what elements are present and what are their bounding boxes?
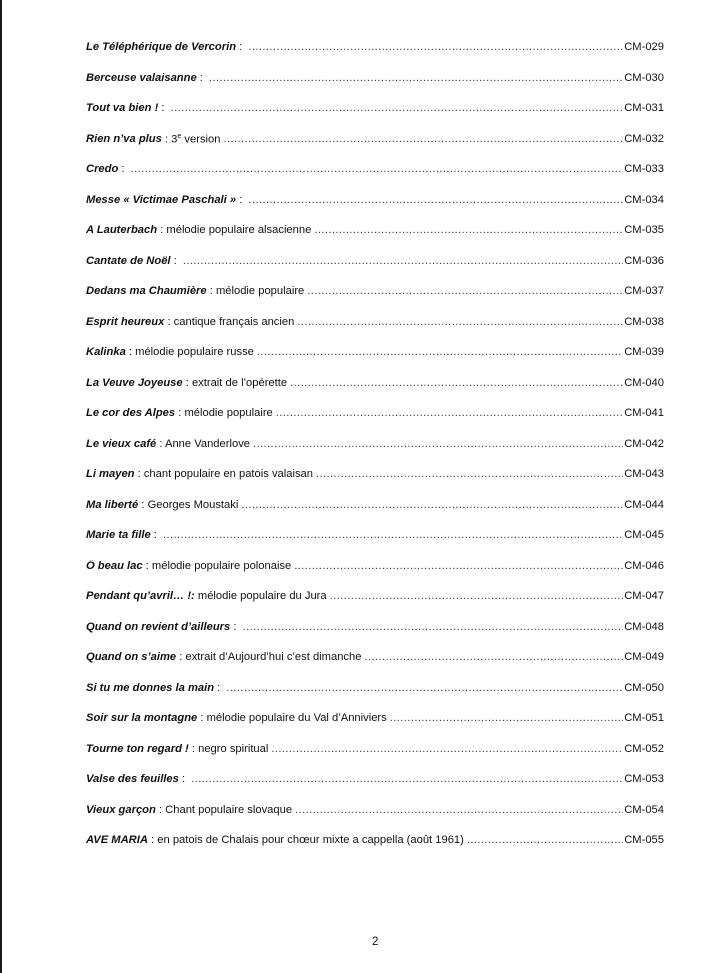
toc-entry-description-text: mélodie populaire alsacienne bbox=[166, 224, 312, 236]
toc-entry-title: Soir sur la montagne bbox=[86, 712, 198, 724]
toc-entry-code: CM-046 bbox=[624, 559, 664, 572]
toc-entry bbox=[86, 285, 664, 316]
toc-entry-title: Ma liberté bbox=[86, 498, 139, 511]
toc-entry-separator: : bbox=[196, 71, 207, 84]
toc-entry-description bbox=[135, 468, 314, 480]
toc-entry-description bbox=[158, 102, 167, 114]
toc-entry-code: CM-032 bbox=[624, 133, 664, 146]
toc-entry-title: Kalinka bbox=[86, 346, 126, 358]
toc-entry bbox=[86, 133, 664, 164]
dot-leader bbox=[271, 743, 623, 755]
toc-entry-code: CM-036 bbox=[624, 254, 664, 267]
toc-entry-description-text: mélodie populaire du Val d’Anniviers bbox=[206, 712, 387, 724]
toc-entry-title: La Veuve Joyeuse bbox=[86, 376, 183, 389]
toc-entry-description bbox=[183, 377, 287, 389]
toc-entry-description-text: Chant populaire slovaque bbox=[165, 803, 293, 816]
toc-entry-title: Berceuse valaisanne bbox=[86, 71, 197, 84]
toc-entry bbox=[86, 438, 664, 469]
toc-entry-separator: : bbox=[157, 224, 167, 236]
toc-entry-title: Tout va bien ! bbox=[86, 102, 159, 114]
toc-entry-code: CM-047 bbox=[624, 590, 664, 602]
toc-entry bbox=[86, 743, 664, 774]
toc-entry-description-text: en patois de Chalais pour chœur mixte a cappella (août 1961) bbox=[157, 834, 464, 846]
toc-entry-description bbox=[126, 346, 254, 358]
toc-entry-code: CM-044 bbox=[624, 498, 664, 511]
toc-entry-separator: : bbox=[236, 193, 246, 206]
toc-entry bbox=[86, 407, 664, 438]
toc-entry-superscript: e bbox=[177, 132, 182, 140]
toc-entry-description bbox=[156, 804, 292, 816]
toc-entry-code: CM-055 bbox=[624, 834, 664, 846]
toc-entry-description bbox=[156, 438, 250, 450]
toc-entry-separator: : bbox=[170, 254, 180, 267]
toc-entry bbox=[86, 468, 664, 499]
toc-entry-description-text: extrait de l’opérette bbox=[191, 376, 288, 389]
toc-entry-description bbox=[164, 316, 294, 328]
dot-leader bbox=[131, 163, 624, 175]
toc-entry-description-suffix: version bbox=[181, 133, 221, 146]
toc-entry-code: CM-045 bbox=[624, 529, 664, 541]
toc-entry-separator: : bbox=[178, 773, 189, 785]
toc-entry-title: Esprit heureux bbox=[86, 315, 165, 328]
toc-entry-description bbox=[197, 72, 206, 84]
toc-entry bbox=[86, 224, 664, 255]
toc-entry-title: Vieux garçon bbox=[86, 803, 156, 816]
toc-entry-title: Marie ta fille bbox=[86, 529, 151, 541]
toc-entry-description bbox=[138, 499, 238, 511]
toc-entry-description-text: 3 bbox=[171, 133, 178, 146]
toc-entry-code: CM-053 bbox=[624, 773, 664, 785]
toc-entry-code: CM-048 bbox=[624, 620, 664, 633]
toc-entry-title: AVE MARIA bbox=[86, 834, 148, 846]
toc-entry-code: CM-034 bbox=[624, 193, 664, 206]
dot-leader bbox=[307, 285, 623, 297]
dot-leader bbox=[295, 804, 623, 816]
toc-entry-title: Quand on revient d’ailleurs bbox=[86, 620, 231, 633]
toc-entry bbox=[86, 590, 664, 621]
toc-entry-code: CM-035 bbox=[624, 224, 664, 236]
toc-entry bbox=[86, 834, 664, 865]
dot-leader bbox=[290, 377, 623, 389]
toc-entry-description-text: Anne Vanderlove bbox=[165, 437, 251, 450]
dot-leader bbox=[171, 102, 624, 114]
dot-leader bbox=[224, 133, 624, 145]
dot-leader bbox=[330, 590, 624, 602]
toc-entry-description bbox=[197, 712, 386, 724]
toc-entry bbox=[86, 377, 664, 408]
toc-entry-separator: : bbox=[206, 285, 216, 297]
toc-entry-description bbox=[179, 773, 188, 785]
toc-entry-description-text: mélodie populaire polonaise bbox=[151, 559, 292, 572]
toc-entry-description-text: extrait d’Aujourd’hui c’est dimanche bbox=[185, 651, 362, 663]
toc-entry-title: Le cor des Alpes bbox=[86, 407, 176, 419]
toc-entry-title: Le vieux café bbox=[86, 437, 157, 450]
toc-entry-description bbox=[230, 621, 239, 633]
toc-entry-separator: : bbox=[158, 102, 168, 114]
toc-entry-code: CM-031 bbox=[624, 102, 664, 114]
toc-entry-code: CM-050 bbox=[624, 681, 664, 694]
dot-leader bbox=[364, 651, 623, 663]
page-number: 2 bbox=[372, 936, 379, 948]
toc-entry bbox=[86, 682, 664, 713]
toc-entry-description bbox=[236, 194, 245, 206]
dot-leader bbox=[294, 560, 623, 572]
toc-entry bbox=[86, 163, 664, 194]
toc-entry bbox=[86, 346, 664, 377]
toc-entry bbox=[86, 41, 664, 72]
toc-entry bbox=[86, 194, 664, 225]
toc-entry-code: CM-043 bbox=[624, 468, 664, 480]
toc-entry-description-text: mélodie populaire russe bbox=[135, 346, 254, 358]
toc-entry-separator: : bbox=[134, 468, 144, 480]
dot-leader bbox=[257, 346, 623, 358]
toc-entry bbox=[86, 804, 664, 835]
toc-entry-description-text: cantique français ancien bbox=[173, 315, 295, 328]
toc-entry-description bbox=[143, 560, 292, 572]
dot-leader bbox=[241, 499, 623, 511]
toc-entry-description bbox=[214, 682, 223, 694]
toc-entry-code: CM-030 bbox=[624, 71, 664, 84]
toc-entry-separator: : bbox=[182, 376, 192, 389]
toc-entry-description bbox=[151, 529, 160, 541]
dot-leader bbox=[253, 438, 623, 450]
toc-entry-separator: : bbox=[188, 742, 199, 755]
toc-entry-description bbox=[171, 255, 180, 267]
toc-entry-separator: : bbox=[161, 133, 172, 146]
toc-entry bbox=[86, 712, 664, 743]
toc-entry-title: Valse des feuilles bbox=[86, 773, 179, 785]
dot-leader bbox=[316, 468, 623, 480]
toc-entry-code: CM-039 bbox=[624, 346, 664, 358]
toc-entry-title: Cantate de Noël bbox=[86, 254, 171, 267]
toc-entry-description bbox=[175, 407, 273, 419]
toc-entry-title: Le Téléphérique de Vercorin bbox=[86, 41, 237, 53]
dot-leader bbox=[248, 194, 623, 206]
toc-entry bbox=[86, 255, 664, 286]
toc-entry-title: Credo bbox=[86, 163, 119, 175]
toc-entry-description-text: mélodie populaire bbox=[184, 407, 273, 419]
toc-entry bbox=[86, 621, 664, 652]
dot-leader bbox=[183, 255, 623, 267]
toc-entry-description bbox=[148, 834, 464, 846]
toc-entry-description bbox=[207, 285, 305, 297]
dot-leader bbox=[163, 529, 623, 541]
toc-entry-title: Quand on s’aime bbox=[86, 651, 177, 663]
dot-leader bbox=[297, 316, 623, 328]
toc-entry-separator: : bbox=[214, 681, 224, 694]
toc-entry-separator: : bbox=[150, 529, 160, 541]
toc-entry-separator: : bbox=[156, 437, 165, 450]
dot-leader bbox=[243, 621, 624, 633]
toc-entry-separator: : bbox=[138, 498, 148, 511]
toc-entry-description bbox=[195, 590, 327, 602]
toc-entry-title: Tourne ton regard ! bbox=[86, 742, 189, 755]
toc-entry-description bbox=[236, 41, 245, 53]
toc-entry bbox=[86, 102, 664, 133]
toc-entry-title: Ô beau lac bbox=[86, 559, 143, 572]
toc-entry bbox=[86, 499, 664, 530]
toc-entry-separator: : bbox=[176, 651, 186, 663]
toc-entry-title: Si tu me donnes la main bbox=[86, 681, 215, 694]
toc-entry-separator: : bbox=[236, 41, 246, 53]
toc-entry-title: Rien n’va plus bbox=[86, 133, 162, 146]
toc-entry-separator: : bbox=[147, 834, 158, 846]
toc-entry-title: Pendant qu’avril… !: bbox=[86, 590, 195, 602]
toc-entry-separator: : bbox=[164, 315, 174, 328]
toc-entry-code: CM-038 bbox=[624, 315, 664, 328]
toc-entry bbox=[86, 316, 664, 347]
dot-leader bbox=[276, 407, 623, 419]
dot-leader bbox=[314, 224, 623, 236]
toc-entry-description bbox=[118, 163, 127, 175]
toc-entry-description bbox=[162, 133, 221, 146]
toc-entry-description bbox=[157, 224, 311, 236]
toc-entry-code: CM-052 bbox=[624, 742, 664, 755]
toc-entry-code: CM-029 bbox=[624, 41, 664, 53]
dot-leader bbox=[390, 712, 623, 724]
toc-entry-separator: : bbox=[142, 559, 152, 572]
toc-entry-code: CM-033 bbox=[624, 163, 664, 175]
toc-entry-description-text: Georges Moustaki bbox=[147, 498, 239, 511]
toc-entry-code: CM-049 bbox=[624, 651, 664, 663]
toc-entry-separator: : bbox=[125, 346, 136, 358]
toc-entry-code: CM-041 bbox=[624, 407, 664, 419]
toc-entry-code: CM-040 bbox=[624, 376, 664, 389]
toc-entry-title: Li mayen bbox=[86, 468, 135, 480]
toc-entry-title: A Lauterbach bbox=[86, 224, 158, 236]
toc-entry bbox=[86, 773, 664, 804]
toc-entry-code: CM-042 bbox=[624, 437, 664, 450]
toc-entry-separator: : bbox=[175, 407, 185, 419]
toc-entry-separator: : bbox=[155, 803, 166, 816]
toc-entry bbox=[86, 560, 664, 591]
toc-entry bbox=[86, 651, 664, 682]
toc-entry-description bbox=[176, 651, 361, 663]
toc-entry-separator: : bbox=[230, 620, 240, 633]
toc-entry-separator: : bbox=[197, 712, 207, 724]
toc-entry-code: CM-054 bbox=[624, 803, 664, 816]
toc-entry bbox=[86, 72, 664, 103]
toc-entry-separator: : bbox=[118, 163, 128, 175]
dot-leader bbox=[467, 834, 623, 846]
toc-entry-description bbox=[189, 743, 269, 755]
toc-entry bbox=[86, 529, 664, 560]
toc-entry-title: Messe « Victimae Paschali » bbox=[86, 193, 237, 206]
toc-entry-code: CM-051 bbox=[624, 712, 664, 724]
dot-leader bbox=[226, 682, 623, 694]
toc-entry-description-text: negro spiritual bbox=[198, 742, 269, 755]
toc-entry-description-text: mélodie populaire bbox=[215, 285, 305, 297]
dot-leader bbox=[209, 72, 623, 84]
toc-entry-description-text: chant populaire en patois valaisan bbox=[143, 468, 314, 480]
dot-leader bbox=[248, 41, 623, 53]
table-of-contents bbox=[86, 41, 664, 865]
toc-entry-code: CM-037 bbox=[624, 285, 664, 297]
toc-entry-title: Dedans ma Chaumière bbox=[86, 285, 207, 297]
dot-leader bbox=[191, 773, 623, 785]
toc-entry-description-text: mélodie populaire du Jura bbox=[197, 590, 327, 602]
